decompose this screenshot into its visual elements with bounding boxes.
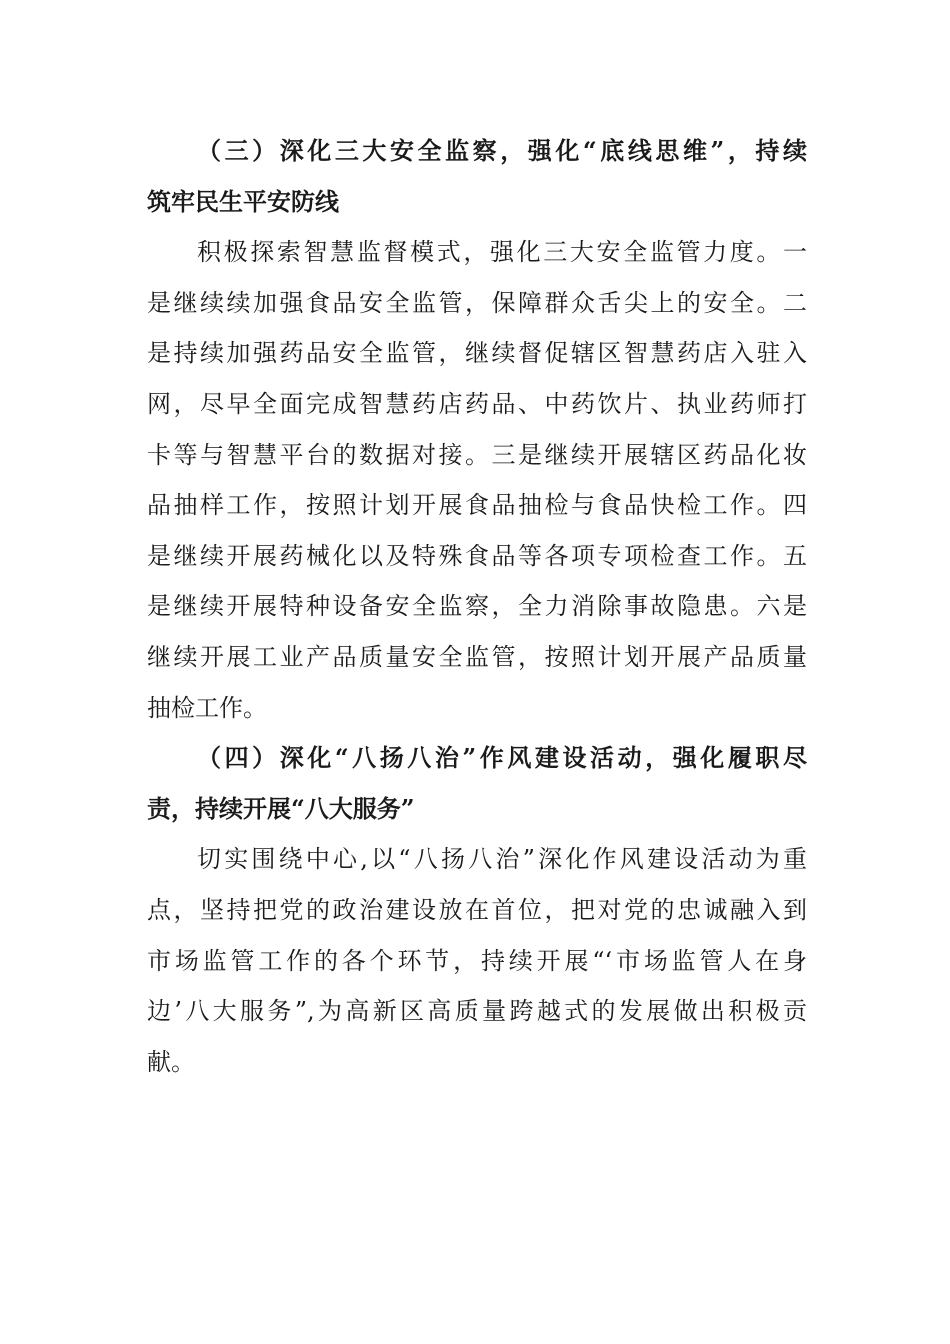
section-4-heading-line-1: （四）深化“八扬八治”作风建设活动，强化履职尽 bbox=[197, 743, 807, 773]
section-3-body-line: 积极探索智慧监督模式，强化三大安全监管力度。一 bbox=[197, 238, 807, 267]
section-3-body-line: 品抽样工作，按照计划开展食品抽检与食品快检工作。四 bbox=[147, 491, 807, 520]
section-3-heading-line-1: （三）深化三大安全监察，强化“底线思维”，持续 bbox=[197, 136, 807, 165]
section-4-heading-line-2: 责，持续开展“八大服务” bbox=[147, 793, 415, 823]
section-3-paragraph bbox=[147, 227, 807, 733]
section-4-paragraph bbox=[147, 834, 807, 1087]
section-4-body-line: 献。 bbox=[147, 1047, 195, 1076]
section-4-heading bbox=[147, 733, 807, 834]
section-3-heading-line-2: 筑牢民生平安防线 bbox=[147, 186, 339, 216]
section-4-body-line: 边’八大服务”,为高新区高质量跨越式的发展做出积极贡 bbox=[147, 997, 807, 1026]
section-3-body-line: 网，尽早全面完成智慧药店药品、中药饮片、执业药师打 bbox=[147, 389, 807, 418]
section-4-body-line: 点，坚持把党的政治建设放在首位，把对党的忠诚融入到 bbox=[147, 895, 807, 924]
document-page bbox=[147, 126, 807, 1087]
section-3-body-line: 是继续开展药械化以及特殊食品等各项专项检查工作。五 bbox=[147, 541, 807, 570]
section-3-heading bbox=[147, 126, 807, 227]
section-4-body-line: 市场监管工作的各个环节，持续开展“‘市场监管人在身 bbox=[147, 946, 807, 975]
section-3-body-line: 抽检工作。 bbox=[147, 693, 267, 722]
section-3-body-line: 是持续加强药品安全监管，继续督促辖区智慧药店入驻入 bbox=[147, 339, 807, 368]
section-3-body-line: 继续开展工业产品质量安全监管，按照计划开展产品质量 bbox=[147, 642, 807, 671]
section-3-body-line: 是继续开展特种设备安全监察，全力消除事故隐患。六是 bbox=[147, 592, 807, 621]
section-4-body-line: 切实围绕中心,以“八扬八治”深化作风建设活动为重 bbox=[197, 845, 807, 874]
section-3-body-line: 是继续续加强食品安全监管，保障群众舌尖上的安全。二 bbox=[147, 288, 807, 317]
section-3-body-line: 卡等与智慧平台的数据对接。三是继续开展辖区药品化妆 bbox=[147, 440, 807, 469]
